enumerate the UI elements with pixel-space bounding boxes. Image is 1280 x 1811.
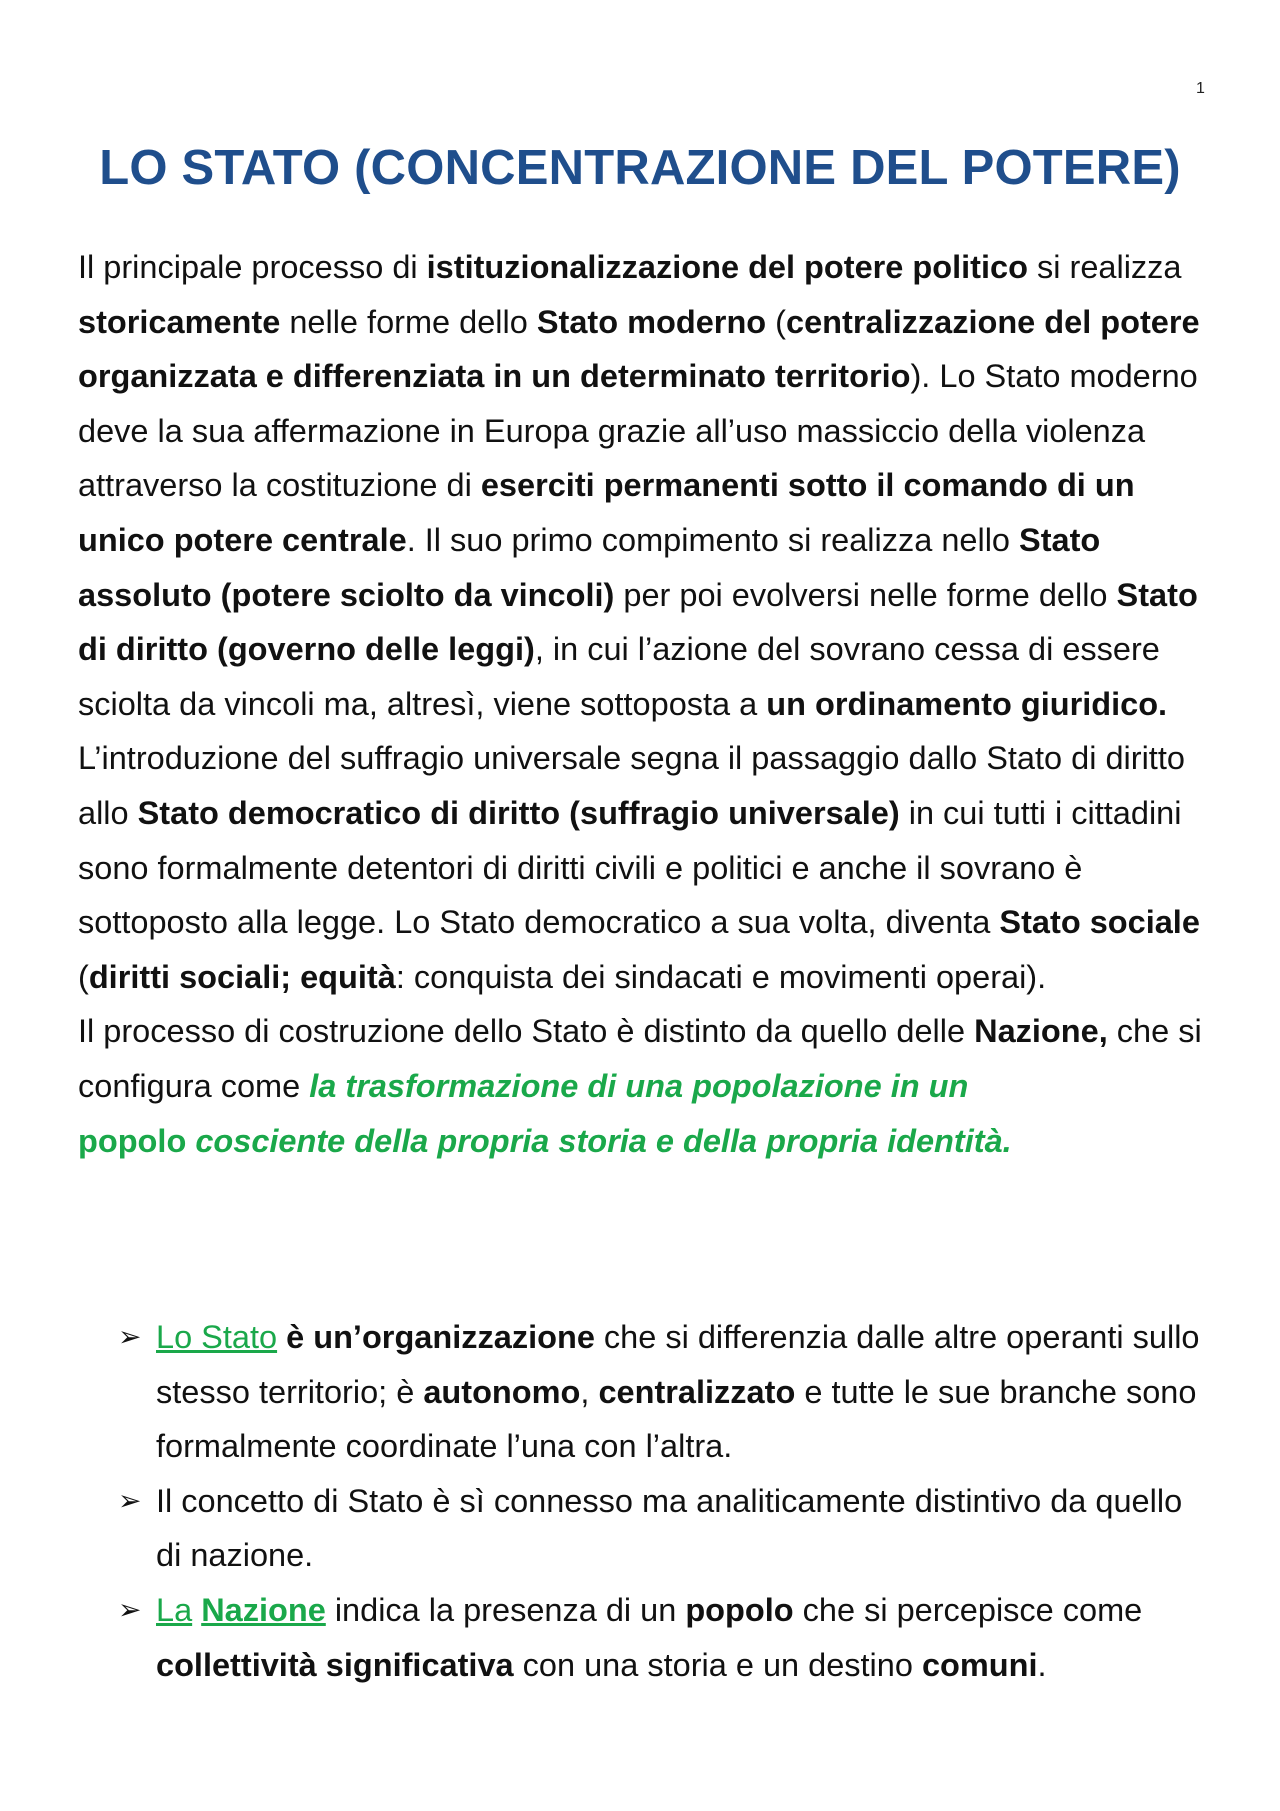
paragraph-nazione — [78, 1004, 1208, 1168]
list-item — [78, 1474, 1208, 1583]
text-span: che si percepisce come — [793, 1591, 1143, 1628]
bold-span: Stato sociale — [999, 904, 1200, 941]
bold-span: popolo — [685, 1591, 794, 1628]
bold-span: Stato democratico di diritto (suffragio universale) — [137, 794, 900, 831]
bold-span: collettività significativa — [156, 1646, 514, 1683]
link-la[interactable]: La — [156, 1591, 193, 1628]
text-span: : conquista dei sindacati e movimenti operai). — [395, 958, 1047, 995]
bold-span: un ordinamento giuridico. — [766, 685, 1168, 722]
text-span: . — [1037, 1646, 1047, 1683]
text-span: Il processo di costruzione dello Stato è distinto da quello delle — [78, 1013, 975, 1050]
text-span: L’introduzione del suffragio universale segna il passaggio dallo Stato di diritto allo — [78, 740, 1185, 831]
text-span: in cui tutti i cittadini sono formalmente detentori di diritti civili e politici e anche il sovrano è sottoposto alla legge. Lo Stato democratico a sua volta, diventa — [78, 794, 1182, 941]
text-span: nelle forme dello — [280, 303, 537, 340]
green-italic-span: la trasformazione di una popolazione in un — [309, 1067, 969, 1104]
bold-span: Stato di diritto (governo delle leggi) — [78, 576, 1198, 668]
paragraph-stato-democratico — [78, 731, 1208, 1004]
link-lo-stato[interactable]: Lo Stato — [156, 1319, 278, 1355]
bold-span: istituzionalizzazione del potere politico — [426, 249, 1028, 285]
list-item — [78, 1310, 1208, 1474]
bold-span: diritti sociali; equità — [88, 958, 396, 995]
text-span: . Il suo primo compimento si realizza nello — [406, 521, 1020, 558]
text-span: che si configura come — [78, 1013, 1202, 1104]
bold-span: Nazione, — [974, 1013, 1108, 1050]
link-nazione[interactable]: Nazione — [201, 1591, 326, 1628]
list-item — [78, 1583, 1208, 1692]
text-span: Il concetto di Stato è sì connesso ma analiticamente distintivo da quello di nazione. — [156, 1482, 1183, 1574]
arrow-bullet-icon: ➢ — [118, 1484, 142, 1516]
green-span: popolo — [78, 1122, 187, 1159]
bold-span: comuni — [921, 1646, 1038, 1683]
text-span: ( — [78, 958, 89, 995]
text-span: ( — [766, 303, 787, 340]
bold-span: eserciti permanenti sotto il comando di un unico potere centrale — [78, 467, 1135, 558]
text-span: indica la presenza di un — [325, 1591, 686, 1628]
bold-span: centralizzato — [598, 1373, 796, 1410]
bold-span: centralizzazione del potere organizzata e differenziata in un determinato territorio — [78, 303, 1200, 395]
text-span: ). Lo Stato moderno deve la sua affermazione in Europa grazie all’uso massiccio della violenza attraverso la costituzione di — [78, 358, 1198, 504]
text-span: con una storia e un destino — [513, 1646, 922, 1683]
bold-span: Stato assoluto (potere sciolto da vincoli) — [78, 521, 1101, 613]
text-span: e tutte le sue branche sono formalmente coordinate l’una con l’altra. — [156, 1373, 1197, 1465]
green-italic-span: cosciente della propria storia e della propria identità. — [195, 1122, 1012, 1159]
page-number: 1 — [1196, 80, 1205, 97]
arrow-bullet-icon: ➢ — [118, 1593, 142, 1625]
bullet-list — [78, 1310, 1208, 1692]
paragraph-stato-moderno — [78, 240, 1208, 731]
bold-span: Stato moderno — [536, 303, 767, 340]
body-text — [78, 240, 1208, 1168]
arrow-bullet-icon: ➢ — [118, 1321, 142, 1352]
bold-span: è un’organizzazione — [277, 1319, 595, 1355]
bold-span: storicamente — [78, 303, 281, 340]
bold-span: autonomo — [423, 1373, 581, 1410]
document-title: LO STATO (CONCENTRAZIONE DEL POTERE) — [99, 141, 1181, 195]
text-span: si realizza — [1027, 249, 1182, 285]
text-span: Il principale processo di — [78, 249, 427, 285]
text-span: , in cui l’azione del sovrano cessa di essere sciolta da vincoli ma, altresì, viene sottoposta a — [78, 631, 1160, 722]
text-span: , — [580, 1373, 599, 1410]
text-span: per poi evolversi nelle forme dello — [614, 576, 1117, 613]
text-span: che si differenzia dalle altre operanti sullo stesso territorio; è — [156, 1319, 1200, 1410]
